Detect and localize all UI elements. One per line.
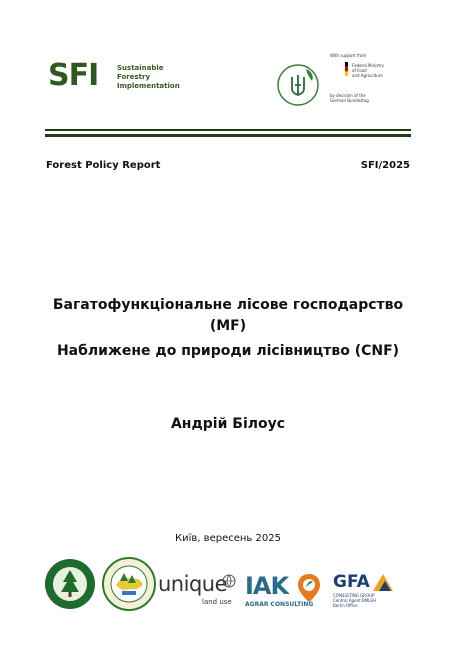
gfa-logo-subtitle: [333, 593, 403, 608]
document-title-line: Багатофункціональне лісове господарство: [52, 297, 404, 313]
unique-logo-subtitle: land use: [202, 598, 232, 606]
ministry-name: [352, 63, 400, 78]
author-name: Андрій Білоус: [170, 416, 286, 432]
gfa-subtitle-line: Central Agent BMLEH: [333, 598, 376, 603]
gfa-consulting-logo: [333, 572, 403, 616]
ministry-decision-line: by decision of the: [330, 93, 366, 98]
gfa-subtitle-line: CONSULTING GROUP: [333, 593, 375, 598]
document-title-line: (MF): [209, 318, 247, 334]
unique-logo-name: unique: [158, 572, 228, 596]
ukraine-trident-emblem-icon: [276, 63, 320, 107]
ministry-decision-text: [330, 93, 390, 103]
sfi-logo-mark: SFI: [48, 58, 99, 93]
sfi-logo: [48, 58, 188, 98]
document-subtitle: Наближене до природи лісівництво (CNF): [56, 343, 400, 359]
globe-icon: [222, 574, 236, 588]
report-type: Forest Policy Report: [46, 160, 161, 171]
ministry-name-line: Federal Ministry: [352, 63, 384, 68]
ministry-decision-line: German Bundestag: [330, 98, 369, 103]
german-flag-icon: [345, 62, 348, 76]
gfa-subtitle-line: Berlin Office: [333, 603, 358, 608]
german-ministry-logo: [330, 53, 410, 105]
gfa-logo-name: GFA: [333, 572, 370, 592]
iak-agrar-consulting-logo: [245, 572, 327, 616]
header-divider-thin: [45, 129, 411, 131]
header-divider-thick: [45, 134, 411, 137]
location-pin-icon: [297, 573, 321, 603]
sfi-logo-line: Forestry: [117, 73, 151, 81]
forest-institute-logo-icon: [44, 558, 96, 610]
ministry-support-text: With support from: [330, 53, 367, 58]
iak-logo-subtitle: AGRAR CONSULTING: [245, 601, 314, 608]
place-date: Київ, вересень 2025: [175, 533, 281, 544]
iak-logo-name: IAK: [245, 572, 289, 600]
gfa-triangle-icon: [371, 572, 395, 592]
university-seal-logo-icon: [102, 557, 156, 611]
ministry-name-line: and Agriculture: [352, 73, 383, 78]
ministry-name-line: of Food: [352, 68, 367, 73]
sfi-logo-line: Implementation: [117, 82, 180, 90]
sfi-logo-line: Sustainable: [117, 64, 164, 72]
report-number: SFI/2025: [360, 160, 410, 171]
sfi-logo-text: [117, 64, 197, 91]
unique-land-use-logo: [158, 572, 240, 612]
